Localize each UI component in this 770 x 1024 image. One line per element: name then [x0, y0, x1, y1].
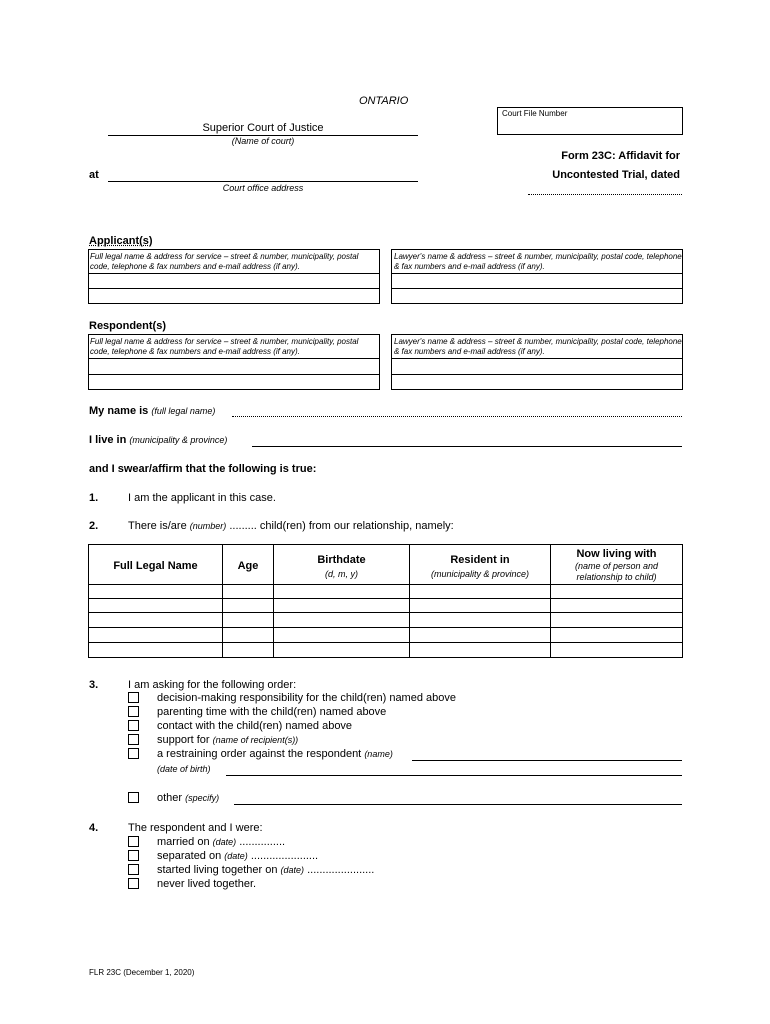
col-header-name: Full Legal Name	[113, 560, 198, 572]
lawyer-row-line	[392, 374, 682, 375]
order-option-decision: decision-making responsibility for the child(ren) named above	[157, 692, 456, 704]
never-lived-together-checkbox[interactable]	[128, 878, 139, 889]
support-text: support for	[157, 734, 210, 746]
living-together-checkbox[interactable]	[128, 864, 139, 875]
separated-date-field[interactable]: ......................	[250, 850, 319, 862]
municipality-field[interactable]	[252, 446, 682, 447]
other-hint: (specify)	[185, 793, 220, 803]
province-heading: ONTARIO	[359, 95, 409, 107]
restraining-order-checkbox[interactable]	[128, 748, 139, 759]
respondents-heading: Respondent(s)	[89, 320, 166, 332]
court-office-caption: Court office address	[222, 183, 304, 193]
col-header-living-sub: (name of person and relationship to child)	[574, 561, 659, 582]
support-hint: (name of recipient(s))	[212, 735, 299, 745]
court-office-line[interactable]	[108, 181, 418, 182]
support-checkbox[interactable]	[128, 734, 139, 745]
relationship-separated	[157, 850, 318, 862]
item1-text: I am the applicant in this case.	[128, 492, 276, 504]
court-name-caption: (Name of court)	[231, 136, 295, 146]
restraining-hint: (name)	[364, 749, 393, 759]
respondent-name-field[interactable]	[412, 760, 682, 761]
col-header-resident: Resident in	[450, 554, 510, 566]
together-hint: (date)	[280, 865, 305, 875]
item3-intro: I am asking for the following order:	[128, 679, 297, 691]
applicants-heading: Applicant(s)	[89, 235, 153, 247]
form-title-line2: Uncontested Trial, dated	[552, 169, 680, 181]
separated-hint: (date)	[224, 851, 248, 861]
court-name: Superior Court of Justice	[202, 122, 324, 134]
other-order-checkbox[interactable]	[128, 792, 139, 803]
lawyer-row-line	[392, 288, 682, 289]
col-header-birthdate: Birthdate	[317, 554, 366, 566]
applicant-caption: Full legal name & address for service – street & number, municipality, postal code, telephone & fax numbers and e-mail address (if any).	[90, 252, 359, 271]
decision-making-checkbox[interactable]	[128, 692, 139, 703]
at-label: at	[89, 169, 99, 181]
applicant-row-line	[89, 273, 379, 274]
row-divider	[89, 598, 682, 599]
item4-number: 4.	[89, 822, 99, 834]
separated-checkbox[interactable]	[128, 850, 139, 861]
row-divider	[89, 627, 682, 628]
respondent-row-line	[89, 374, 379, 375]
children-count-field[interactable]: .........	[229, 520, 257, 532]
contact-checkbox[interactable]	[128, 720, 139, 731]
order-option-contact: contact with the child(ren) named above	[157, 720, 353, 732]
separated-text: separated on	[157, 850, 222, 862]
col-header-age: Age	[237, 560, 259, 572]
lawyer-row-line	[392, 273, 682, 274]
restraining-text: a restraining order against the respondent	[157, 748, 362, 760]
live-label: I live in	[89, 434, 127, 446]
together-text: started living together on	[157, 864, 278, 876]
lawyer-row-line	[392, 358, 682, 359]
applicant-row-line	[89, 288, 379, 289]
row-divider	[89, 612, 682, 613]
name-hint: (full legal name)	[151, 406, 216, 416]
item2-post: child(ren) from our relationship, namely:	[259, 520, 454, 532]
dated-line[interactable]	[528, 194, 682, 195]
applicant-lawyer-caption: Lawyer's name & address – street & number, municipality, postal code, telephone & fax numbers and e-mail address (if any).	[394, 252, 682, 271]
col-header-birthdate-sub: (d, m, y)	[325, 569, 358, 579]
item3-number: 3.	[89, 679, 99, 691]
married-checkbox[interactable]	[128, 836, 139, 847]
order-option-support	[157, 734, 298, 746]
swear-statement: and I swear/affirm that the following is true:	[89, 463, 317, 475]
item4-intro: The respondent and I were:	[128, 822, 263, 834]
col-header-living: Now living with	[576, 548, 657, 560]
date-of-birth-field[interactable]	[226, 775, 682, 776]
other-order-field[interactable]	[234, 804, 682, 805]
respondent-row-line	[89, 358, 379, 359]
relationship-married	[157, 836, 285, 848]
dob-hint: (date of birth)	[157, 764, 211, 774]
name-label: My name is	[89, 405, 149, 417]
form-title-line1: Form 23C: Affidavit for	[561, 150, 680, 162]
row-divider	[89, 642, 682, 643]
court-file-number-label: Court File Number	[502, 109, 568, 118]
married-date-field[interactable]: ...............	[239, 836, 286, 848]
respondent-caption: Full legal name & address for service – street & number, municipality, postal code, telephone & fax numbers and e-mail address (if any).	[90, 337, 359, 356]
item2-number: 2.	[89, 520, 99, 532]
respondent-lawyer-box[interactable]	[391, 334, 683, 390]
item2-hint: (number)	[189, 521, 227, 531]
court-file-number-box[interactable]	[497, 107, 683, 135]
full-legal-name-field[interactable]	[232, 416, 682, 417]
order-option-parenting: parenting time with the child(ren) named above	[157, 706, 387, 718]
children-table	[88, 544, 683, 658]
parenting-time-checkbox[interactable]	[128, 706, 139, 717]
together-date-field[interactable]: ......................	[307, 864, 375, 876]
item1-number: 1.	[89, 492, 99, 504]
col-header-resident-sub: (municipality & province)	[430, 569, 530, 579]
respondent-lawyer-caption: Lawyer's name & address – street & number, municipality, postal code, telephone & fax numbers and e-mail address (if any).	[394, 337, 682, 356]
relationship-never: never lived together.	[157, 878, 257, 890]
respondent-address-box[interactable]	[88, 334, 380, 390]
item2-sentence	[128, 520, 454, 532]
name-line-label	[89, 405, 215, 417]
order-option-other	[157, 792, 219, 804]
relationship-together	[157, 864, 374, 876]
other-text: other	[157, 792, 183, 804]
live-hint: (municipality & province)	[129, 435, 228, 445]
live-line-label	[89, 434, 227, 446]
applicant-lawyer-box[interactable]	[391, 249, 683, 304]
row-divider	[89, 584, 682, 585]
item2-pre: There is/are	[128, 520, 187, 532]
married-hint: (date)	[212, 837, 237, 847]
married-text: married on	[157, 836, 210, 848]
form-footer-id: FLR 23C (December 1, 2020)	[89, 968, 195, 977]
col-divider	[550, 545, 551, 657]
order-option-restraining	[157, 748, 393, 760]
applicant-address-box[interactable]	[88, 249, 380, 304]
